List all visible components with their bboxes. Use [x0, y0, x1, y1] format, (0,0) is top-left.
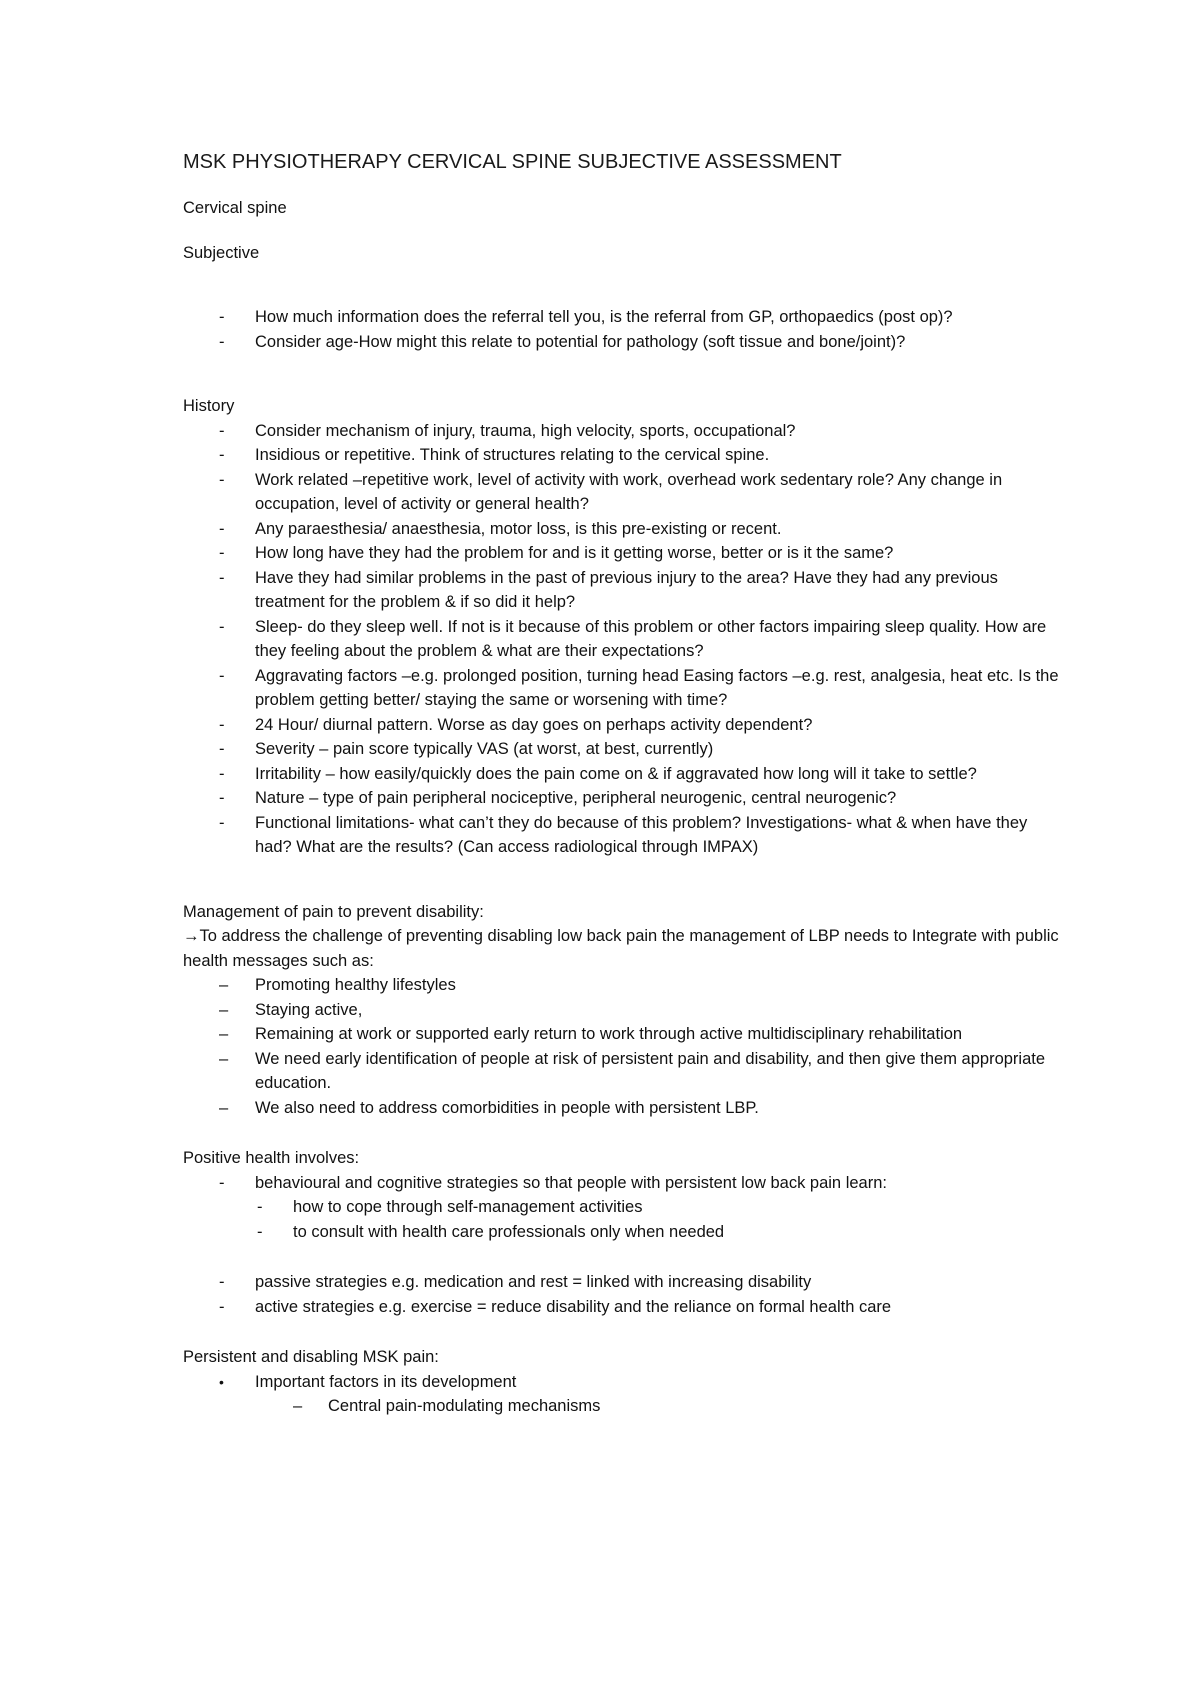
spacer	[183, 221, 1063, 241]
list-item-text: behavioural and cognitive strategies so that people with persistent low back pain learn:	[255, 1173, 887, 1192]
list-item-text: passive strategies e.g. medication and rest = linked with increasing disability	[255, 1273, 812, 1291]
list-item-text: Irritability – how easily/quickly does the pain come on & if aggravated how long will it take to settle?	[255, 764, 977, 783]
list-item-text: Promoting healthy lifestyles	[255, 976, 456, 994]
list-item	[183, 786, 1063, 811]
list-item	[183, 566, 1063, 615]
list-item-text: Sleep- do they sleep well. If not is it because of this problem or other factors impairing sleep quality. How are they feeling about the problem & what are their expectations?	[255, 617, 1047, 660]
document-page	[183, 148, 1063, 1419]
dash-marker: -	[219, 470, 225, 489]
dash-marker: -	[219, 544, 225, 562]
list-item	[183, 737, 1063, 762]
list-item	[183, 998, 1063, 1023]
dash-marker: -	[219, 617, 225, 636]
list-item-text: Remaining at work or supported early return to work through active multidisciplinary rehabilitation	[255, 1025, 963, 1043]
dash-marker: -	[219, 813, 225, 832]
dash-marker: -	[219, 1273, 225, 1291]
dash-marker: -	[219, 1297, 225, 1316]
dash-marker: -	[219, 308, 225, 326]
dash-marker: -	[257, 1222, 263, 1241]
heading-subjective: Subjective	[183, 243, 260, 262]
dash-marker: -	[257, 1198, 263, 1216]
heading-positive-health: Positive health involves:	[183, 1149, 360, 1167]
spacer	[183, 354, 1063, 394]
list-item-text: how to cope through self-management activities	[293, 1198, 643, 1216]
list-item-text: active strategies e.g. exercise = reduce disability and the reliance on formal health care	[255, 1297, 892, 1316]
persistent-list	[183, 1370, 1063, 1395]
heading-history: History	[183, 397, 235, 415]
history-list	[183, 419, 1063, 860]
list-item-text: Staying active,	[255, 1000, 363, 1019]
list-item-text: Have they had similar problems in the past of previous injury to the area? Have they had any previous treatment for the problem & if so did it help?	[255, 568, 998, 611]
dash-marker: –	[293, 1397, 303, 1415]
list-item	[183, 468, 1063, 517]
list-item	[183, 973, 1063, 998]
heading-persistent-pain: Persistent and disabling MSK pain:	[183, 1348, 439, 1366]
document-title: MSK PHYSIOTHERAPY CERVICAL SPINE SUBJECTIVE ASSESSMENT	[183, 151, 842, 173]
list-item-text: Nature – type of pain peripheral nociceptive, peripheral neurogenic, central neurogenic?	[255, 789, 897, 807]
list-item	[183, 1195, 1063, 1220]
list-item	[183, 713, 1063, 738]
list-item	[183, 1394, 1063, 1419]
list-item-text: Severity – pain score typically VAS (at worst, at best, currently)	[255, 740, 714, 758]
list-item-text: Insidious or repetitive. Think of structures relating to the cervical spine.	[255, 446, 770, 464]
arrow-icon: →	[183, 927, 200, 945]
list-item-text: Work related –repetitive work, level of activity with work, overhead work sedentary role? Any change in occupation, level of activity or general health?	[255, 470, 1003, 513]
list-item	[183, 541, 1063, 566]
list-item	[183, 811, 1063, 860]
dash-marker: -	[219, 568, 225, 587]
spacer	[183, 1120, 1063, 1146]
list-item	[183, 615, 1063, 664]
list-item	[183, 1022, 1063, 1047]
positive-health-list	[183, 1171, 1063, 1196]
dash-marker: –	[219, 976, 229, 994]
dash-marker: -	[219, 666, 225, 685]
heading-cervical-spine: Cervical spine	[183, 199, 287, 217]
persistent-sublist	[183, 1394, 1063, 1419]
list-item-text: Consider mechanism of injury, trauma, high velocity, sports, occupational?	[255, 421, 796, 440]
list-item-text: Aggravating factors –e.g. prolonged position, turning head Easing factors –e.g. rest, analgesia, heat etc. Is the problem getting better/ staying the same or worsening with time?	[255, 666, 1059, 709]
list-item	[183, 1295, 1063, 1320]
dash-marker: -	[219, 421, 225, 440]
list-item-text: Important factors in its development	[255, 1372, 517, 1391]
strategies-list	[183, 1270, 1063, 1319]
management-list	[183, 973, 1063, 1120]
list-item-text: Functional limitations- what can’t they do because of this problem? Investigations- what & when have they had? What are the results? (Can access radiological through IMPAX)	[255, 813, 1028, 856]
list-item-text: How much information does the referral tell you, is the referral from GP, orthopaedics (post op)?	[255, 308, 953, 326]
list-item-text: Central pain-modulating mechanisms	[328, 1397, 601, 1415]
list-item	[183, 1270, 1063, 1295]
spacer	[183, 265, 1063, 305]
dash-marker: -	[219, 446, 225, 464]
management-intro-paragraph	[183, 924, 1063, 973]
dash-marker: -	[219, 519, 225, 538]
list-item	[183, 443, 1063, 468]
list-item	[183, 1220, 1063, 1245]
dash-marker: -	[219, 715, 225, 734]
list-item	[183, 330, 1063, 355]
list-item	[183, 419, 1063, 444]
list-item-text: We also need to address comorbidities in people with persistent LBP.	[255, 1098, 759, 1117]
dash-marker: -	[219, 764, 225, 783]
list-item-text: 24 Hour/ diurnal pattern. Worse as day goes on perhaps activity dependent?	[255, 715, 813, 734]
management-intro-text: To address the challenge of preventing disabling low back pain the management of LBP needs to Integrate with public health messages such as:	[183, 927, 1059, 970]
heading-management: Management of pain to prevent disability:	[183, 902, 484, 921]
spacer	[183, 860, 1063, 900]
dash-marker: –	[219, 1098, 229, 1117]
dash-marker: –	[219, 1000, 229, 1019]
dash-marker: -	[219, 332, 225, 351]
list-item-text: Consider age-How might this relate to potential for pathology (soft tissue and bone/joint)?	[255, 332, 906, 351]
list-item-text: How long have they had the problem for and is it getting worse, better or is it the same?	[255, 544, 894, 562]
list-item	[183, 664, 1063, 713]
list-item	[183, 517, 1063, 542]
positive-health-sublist	[183, 1195, 1063, 1244]
list-item-text: to consult with health care professionals only when needed	[293, 1222, 725, 1241]
list-item-text: We need early identification of people at risk of persistent pain and disability, and then give them appropriate education.	[255, 1049, 1046, 1092]
list-item	[183, 305, 1063, 330]
list-item	[183, 1096, 1063, 1121]
list-item	[183, 762, 1063, 787]
dash-marker: -	[219, 1173, 225, 1192]
bullet-marker: •	[219, 1373, 224, 1390]
list-item-text: Any paraesthesia/ anaesthesia, motor loss, is this pre-existing or recent.	[255, 519, 782, 538]
dash-marker: –	[219, 1049, 229, 1068]
dash-marker: –	[219, 1025, 229, 1043]
spacer	[183, 1244, 1063, 1270]
list-item	[183, 1171, 1063, 1196]
list-item	[183, 1370, 1063, 1395]
dash-marker: -	[219, 789, 225, 807]
list-item	[183, 1047, 1063, 1096]
subjective-list	[183, 305, 1063, 354]
dash-marker: -	[219, 740, 225, 758]
spacer	[183, 1319, 1063, 1345]
